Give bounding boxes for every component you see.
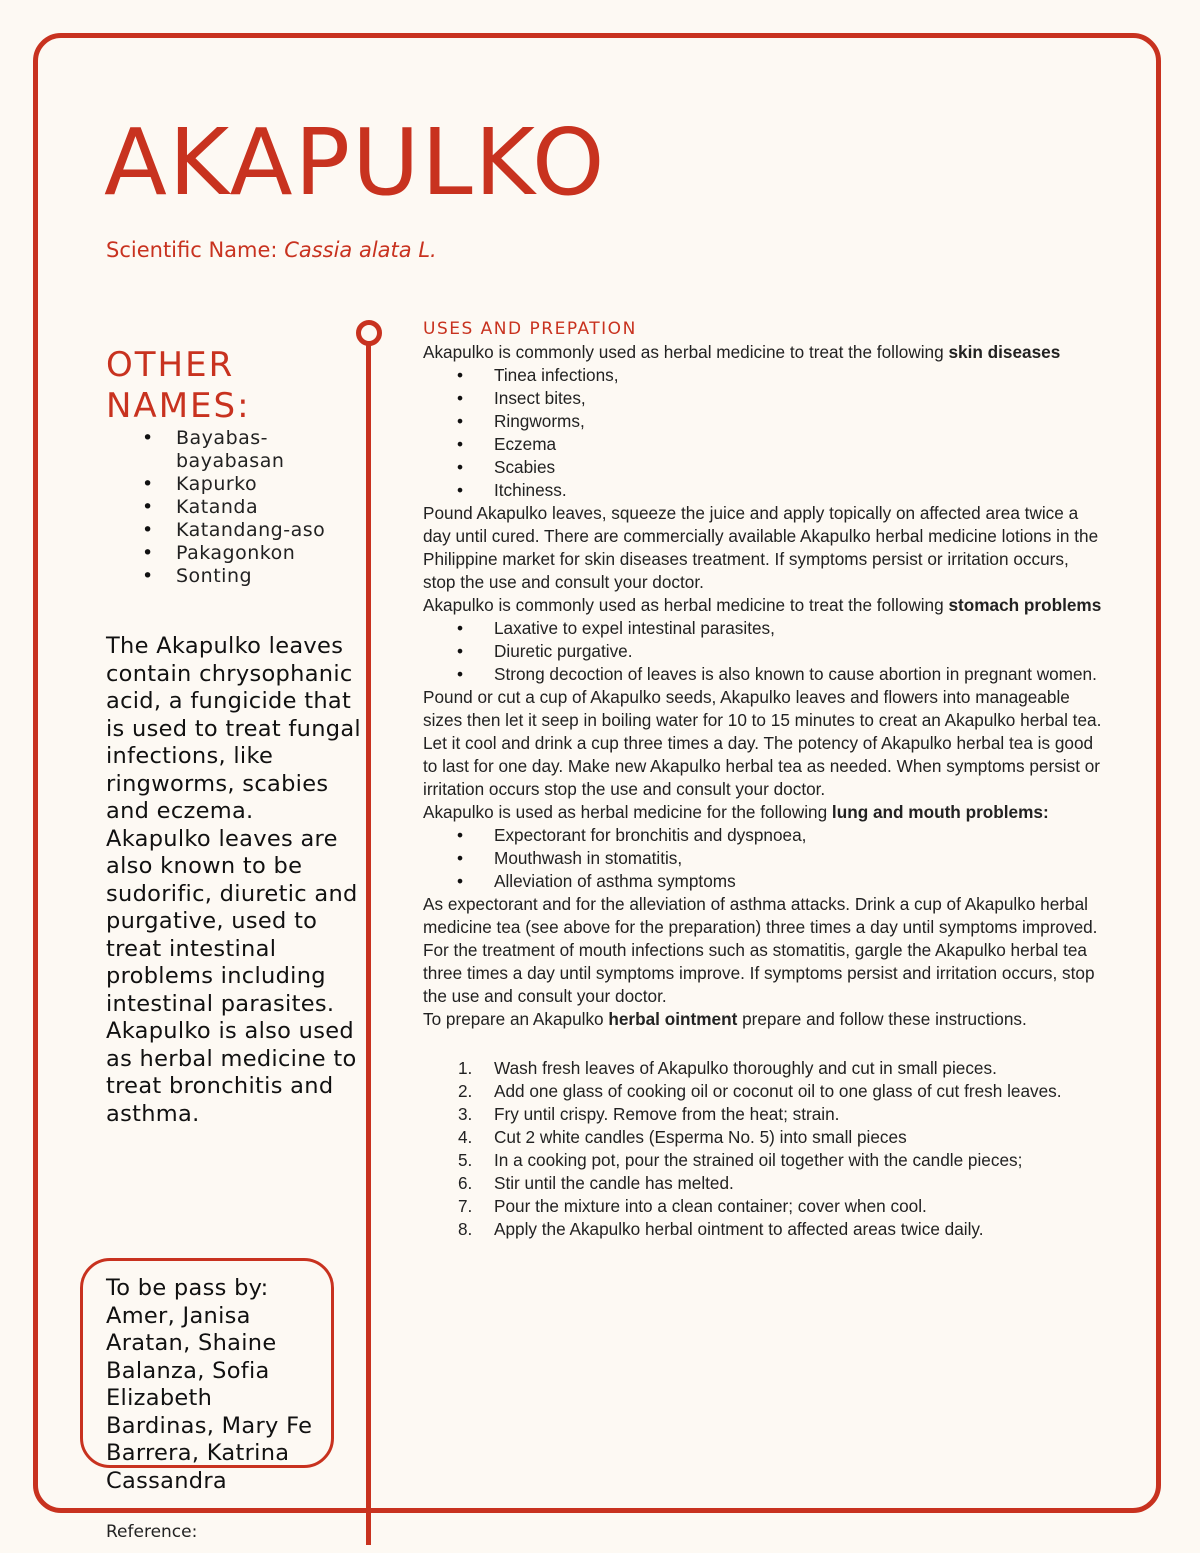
skin-list <box>423 364 1103 502</box>
list-item: • Katanda <box>176 496 346 519</box>
uses-heading: USES AND PREPATION <box>423 319 637 339</box>
stomach-prep: Pound or cut a cup of Akapulko seeds, Akapulko leaves and flowers into manageable sizes then let it seep in boiling water for 10 to 15 minutes to creat an Akapulko herbal tea. Let it cool and drink a cup three times a day. The potency of Akapulko herbal tea is good to last for one day. Make new Akapulko herbal tea as needed. When symptoms persist or irritation occurs stop the use and consult your doctor. <box>423 687 1102 799</box>
lung-list <box>423 824 1103 893</box>
list-item: • Ringworms, <box>494 410 1103 433</box>
list-item: • Insect bites, <box>494 387 1103 410</box>
list-item: 8. Apply the Akapulko herbal ointment to affected areas twice daily. <box>458 1219 984 1239</box>
list-item: 1. Wash fresh leaves of Akapulko thoroughly and cut in small pieces. <box>458 1058 997 1078</box>
skin-prep: Pound Akapulko leaves, squeeze the juice and apply topically on affected area twice a day until cured. There are commercially available Akapulko herbal medicine lotions in the Philippine market for skin diseases treatment. If symptoms persist or irritation occurs, stop the use and consult your doctor. <box>423 503 1099 592</box>
list-item: • Itchiness. <box>494 479 1103 502</box>
list-item: • Eczema <box>494 433 1103 456</box>
scientific-name-label: Scientific Name: <box>106 238 278 262</box>
list-item: • Expectorant for bronchitis and dyspnoea, <box>494 824 1103 847</box>
list-item: 3. Fry until crispy. Remove from the heat; strain. <box>458 1104 840 1124</box>
lung-prep: As expectorant and for the alleviation of asthma attacks. Drink a cup of Akapulko herbal medicine tea (see above for the preparation) three times a day until symptoms improved. For the treatment of mouth infections such as stomatitis, gargle the Akapulko herbal tea three times a day until symptoms improve. If symptoms persist and irritation occurs, stop the use and consult your doctor. <box>423 894 1098 1006</box>
list-item: • Laxative to expel intestinal parasites, <box>494 617 1103 640</box>
scientific-name <box>106 238 437 262</box>
member-name: Elizabeth <box>106 1385 213 1411</box>
member-name: Cassandra <box>106 1467 228 1494</box>
list-item: • Kapurko <box>176 473 346 496</box>
list-item: • Diuretic purgative. <box>494 640 1103 663</box>
list-item: • Mouthwash in stomatitis, <box>494 847 1103 870</box>
scientific-name-value: Cassia alata L. <box>284 238 437 262</box>
page-title: AKAPULKO <box>104 109 607 216</box>
skin-intro: Akapulko is commonly used as herbal medicine to treat the following skin diseases <box>423 342 1061 362</box>
ointment-intro: To prepare an Akapulko herbal ointment prepare and follow these instructions. <box>423 1009 1027 1029</box>
member-name: Barrera, Katrina <box>106 1440 290 1466</box>
timeline-divider <box>366 340 371 1545</box>
list-item: • Bayabas-bayabasan <box>176 427 346 473</box>
list-item: • Scabies <box>494 456 1103 479</box>
uses-section <box>423 318 1103 1241</box>
list-item: • Sonting <box>176 565 346 588</box>
list-item: 5. In a cooking pot, pour the strained oil together with the candle pieces; <box>458 1150 1023 1170</box>
list-item: • Pakagonkon <box>176 542 346 565</box>
list-item: 2. Add one glass of cooking oil or coconut oil to one glass of cut fresh leaves. <box>458 1081 1062 1101</box>
list-item: • Strong decoction of leaves is also known to cause abortion in pregnant women. <box>494 663 1103 686</box>
list-item: • Alleviation of asthma symptoms <box>494 870 1103 893</box>
list-item: • Katandang-aso <box>176 519 346 542</box>
list-item: 4. Cut 2 white candles (Esperma No. 5) into small pieces <box>458 1127 907 1147</box>
other-names-heading: OTHER NAMES: <box>106 345 251 426</box>
pass-heading: To be pass by: <box>106 1275 269 1301</box>
reference-label: Reference: <box>106 1522 198 1542</box>
member-name: Balanza, Sofia <box>106 1357 270 1384</box>
stomach-list <box>423 617 1103 686</box>
description-text: The Akapulko leaves contain chrysophanic acid, a fungicide that is used to treat fungal infections, like ringworms, scabies and eczema. Akapulko leaves are also known to be sudorific, diuretic and purgative, used to treat intestinal problems including intestinal parasites. Akapulko is also used as herbal medicine to treat bronchitis and asthma. <box>106 633 361 1127</box>
timeline-node <box>356 320 382 346</box>
list-item: • Tinea infections, <box>494 364 1103 387</box>
list-item: 7. Pour the mixture into a clean container; cover when cool. <box>458 1196 927 1216</box>
other-names-list <box>106 427 346 588</box>
member-name: Amer, Janisa <box>106 1302 251 1329</box>
member-name: Aratan, Shaine <box>106 1330 277 1356</box>
list-item: 6. Stir until the candle has melted. <box>458 1173 734 1193</box>
ointment-steps <box>423 1057 1103 1241</box>
stomach-intro: Akapulko is commonly used as herbal medicine to treat the following stomach problems <box>423 595 1102 615</box>
lung-intro: Akapulko is used as herbal medicine for the following lung and mouth problems: <box>423 802 1049 822</box>
member-name: Bardinas, Mary Fe <box>106 1412 313 1439</box>
members-list <box>106 1275 366 1495</box>
